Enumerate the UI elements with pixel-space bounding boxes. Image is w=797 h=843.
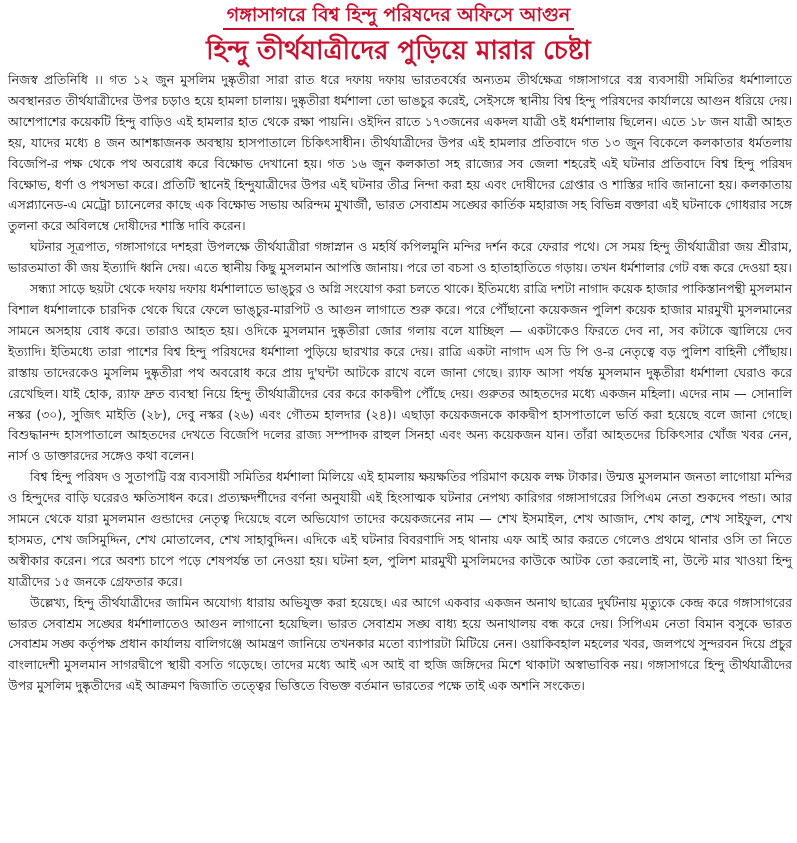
subheadline: হিন্দু তীর্থযাত্রীদের পুড়িয়ে মারার চেষ্টা — [206, 36, 591, 66]
paragraph-3: সন্ধ্যা সাড়ে ছয়টা থেকে দফায় দফায় ধর্মশালাতে ভাঙ্চুর ও অগ্নি সংযোগ করা চলতে থাকে। ইতিমধ্যে রাত্রি দশটা নাগাদ কয়েক হাজার পাকিস্তানপন্থী মুসলমান বিশাল ধর্মশালাকে চারদিক থেকে ঘিরে ফেলে ভাঙ্চুর-মারপিট ও আগুন লাগাতে শুরু করে। পরে পৌঁছানো কয়েকজন পুলিশ কয়েক হাজার মারমুখী মুসলমানের সামনে অসহায় বোধ করে। তারাও আহত হয়। ওদিকে মুসলমান দুষ্কৃতীরা জোর গলায় বলে যাচ্ছিল — একটাকেও ফিরতে দেব না, সব কটাকে জ্বালিয়ে দেব ইত্যাদি। ইতিমধ্যে তারা পাশের বিশ্ব হিন্দু পরিষদের ধর্মশালা পুড়িয়ে ছারখার করে দেয়। রাত্রি একটা নাগাদ এস ডি পি ও-র নেতৃত্বে বড় পুলিশ বাহিনী পৌঁছায়। রাস্তায় তাদেরকেও মুসলিম দুষ্কৃতীরা পথ অবরোধ করে প্রায় দু'ঘন্টা আটকে রাখে বলে জানা গেছে। র‍্যাফ আসা পর্যন্ত মুসলমান দুষ্কৃতীরা ধর্মশালা ঘেরাও করে রেখেছিল। যাই হোক, র‍্যাফ দ্রুত ব্যবস্থা নিয়ে হিন্দু তীর্থযাত্রীদের বের করে কাকদ্বীপ পৌঁছে দেয়। গুরুতর আহতদের মধ্যে একজন মহিলা। এদের নাম — সোনালি নস্কর (৩০), সুজিৎ মাইতি (২৮), দেবু নস্কর (২৬) এবং গৌতম হালদার (২৪)। এছাড়া কয়েকজনকে কাকদ্বীপ হাসপাতালে ভর্তি করা হয়েছে বলে জানা গেছে। বিশুদ্ধানন্দ হাসপাতালে আহতদের দেখতে বিজেপি দলের রাজ্য সম্পাদক রাহুল সিনহা এবং অন্য কয়েকজন যান। তাঁরা আহতদের চিকিৎসার খোঁজ খবর নেন, নার্স ও ডাক্তারদের সঙ্গেও কথা বলেন। — [8, 281, 792, 464]
paragraph-5: উল্লেখ্য, হিন্দু তীর্থযাত্রীদের জামিন অযোগ্য ধারায় অভিযুক্ত করা হয়েছে। এর আগে একবার একজন অনাথ ছাত্রের দুর্ঘটনায় মৃত্যুকে কেন্দ্র করে গঙ্গাসাগরের ভারত সেবাশ্রম সঙ্ঘের ধর্মশালাতেও আগুন লাগানো হয়েছিল। ভারত সেবাশ্রম সঙ্ঘ বাধ্য হয়ে অনাথালয় বন্ধ করে দেয়। সিপিএম নেতা বিমান বসুকে ভারত সেবাশ্রম সঙ্ঘ কর্তৃপক্ষ প্রধান কার্যালয় বালিগঞ্জে আমন্ত্রণ জানিয়ে তখনকার মতো ব্যাপারটা মিটিয়ে নেন। ওয়াকিবহাল মহলের খবর, জলপথে সুন্দরবন দিয়ে প্রচুর বাংলাদেশী মুসলমান সাগরদ্বীপে স্থায়ী বসতি গড়েছে। তাদের মধ্যে আই এস আই বা হুজি জঙ্গিদের মিশে থাকাটা অস্বাভাবিক নয়। গঙ্গাসাগরে হিন্দু তীর্থযাত্রীদের উপর মুসলিম দুষ্কৃতীদের এই আক্রমণ দ্বিজাতি তত্ত্বের ভিত্তিতে বিভক্ত বর্তমান ভারতের পক্ষে তাই এক অশনি সংকেত। — [8, 594, 792, 694]
paragraph-4: বিশ্ব হিন্দু পরিষদ ও সুতাপট্টি বস্ত্র ব্যবসায়ী সমিতির ধর্মশালা মিলিয়ে এই হামলায় ক্ষয়ক্ষতির পরিমাণ কয়েক লক্ষ টাকার। উন্মত্ত মুসলমান জনতা লাগোয়া মন্দির ও হিন্দুদের বাড়ি ঘরেরও ক্ষতিসাধন করে। প্রত্যক্ষদর্শীদের বর্ণনা অনুযায়ী এই হিংসাত্মক ঘটনার নেপথ্য কারিগর গঙ্গাসাগরের সিপিএম নেতা শুকদেব পন্ডা। আর সামনে থেকে যারা মুসলমান গুন্ডাদের নেতৃত্ব দিয়েছে বলে অভিযোগ তাদের কয়েকজনের নাম — শেখ ইসমাইল, শেখ আজাদ, শেখ কালু, শেখ সাইফুল, শেখ হাসমত, শেখ জসিমুদ্দিন, শেখ মোতালেব, শেখ সাহাবুদ্দিন। এদিকে এই ঘটনার বিবরণাদি সহ থানায় এফ আই আর করতে গেলেও প্রথমে থানার ওসি তা নিতে অস্বীকার করেন। পরে অবশ্য চাপে পড়ে শেষপর্যন্ত তা নেওয়া হয়। ঘটনা হল, পুলিশ মারমুখী মুসলিমদের কাউকে আটক তো করলোই না, উল্টে মার খাওয়া হিন্দু যাত্রীদের ১৫ জনকে গ্রেফতার করে। — [8, 469, 792, 589]
headline-text: গঙ্গাসাগরে বিশ্ব হিন্দু পরিষদের অফিসে আগুন — [223, 2, 574, 30]
article-body — [8, 70, 792, 697]
paragraph-1: নিজস্ব প্রতিনিধি ।। গত ১২ জুন মুসলিম দুষ্কৃতীরা সারা রাত ধরে দফায় দফায় ভারতবর্ষের অন্যতম তীর্থক্ষেত্র গঙ্গাসাগরে বস্ত্র ব্যবসায়ী সমিতির ধর্মশালাতে অবস্থানরত তীর্থযাত্রীদের উপর চড়াও হয়ে হামলা চালায়। দুষ্কৃতীরা ধর্মশালা তো ভাঙচুর করেই, সেইসঙ্গে স্থানীয় বিশ্ব হিন্দু পরিষদের কার্যালয়ে আগুন ধরিয়ে দেয়। আশেপাশের কয়েকটি হিন্দু বাড়িও এই হামলার হাত থেকে রক্ষা পায়নি। ওইদিন রাতে ১৭৩জনের একদল যাত্রী ওই ধর্মশালায় ছিলেন। এতে ১৮ জন যাত্রী আহত হয়, যাদের মধ্যে ৪ জন আশঙ্কাজনক অবস্থায় হাসপাতালে চিকিৎসাধীন। তীর্থযাত্রীদের উপর এই হামলার প্রতিবাদে গত ১৩ জুন বিকেলে কলকাতার ধর্মতলায় বিজেপি-র পক্ষ থেকে পথ অবরোধ করে বিক্ষোভ দেখানো হয়। গত ১৬ জুন কলকাতা সহ রাজ্যের সব জেলা শহরেই এই ঘটনার প্রতিবাদে বিশ্ব হিন্দু পরিষদ বিক্ষোভ, ধর্ণা ও পথসভা করে। প্রতিটি স্থানেই হিন্দুযাত্রীদের উপর এই ঘটনার তীব্র নিন্দা করা হয় এবং দোষীদের গ্রেপ্তার ও শাস্তির দাবি জানানো হয়। কলকাতায় এসপ্ল্যানেড-এ মেট্রো চ্যানেলের কাছে এক বিক্ষোভ সভায় অরিন্দম মুখার্জী, ভারত সেবাশ্রম সঙ্ঘের কার্তিক মহারাজ সহ বিভিন্ন বক্তারা এই ঘটনাকে গোধরার সঙ্গে তুলনা করে অবিলম্বে দোষীদের শাস্তি দাবি করেন। — [8, 72, 792, 234]
paragraph-2: ঘটনার সূত্রপাত, গঙ্গাসাগরে দশহরা উপলক্ষে তীর্থযাত্রীরা গঙ্গাস্নান ও মহর্ষি কপিলমুনি মন্দির দর্শন করে ফেরার পথে। সে সময় হিন্দু তীর্থযাত্রীরা জয় শ্রীরাম, ভারতমাতা কী জয় ইত্যাদি ধ্বনি দেয়। এতে স্থানীয় কিছু মুসলমান আপত্তি জানায়। পরে তা বচসা ও হাতাহাতিতে গড়ায়। তখন ধর্মশালার গেট বন্ধ করে দেওয়া হয়। — [8, 239, 792, 276]
headline — [0, 2, 797, 30]
